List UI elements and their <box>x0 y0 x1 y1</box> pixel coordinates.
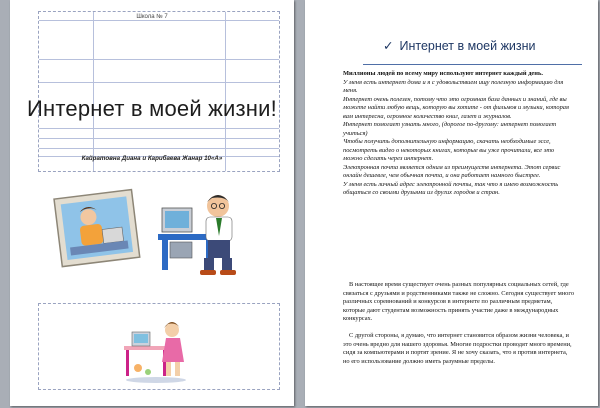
paragraph-health <box>343 332 575 366</box>
page-heading <box>383 38 536 53</box>
intro-lead: Миллионы людей по всему миру используют интернет каждый день. <box>343 70 543 77</box>
intro-line: Интернет очень полезен, потому что это огромная база данных и знаний, где вы можете найти любую вещь, которую вы хотите - от фильмов и музыки, которая вам интересна, огромное количество книг, газет и журналов. <box>343 95 569 120</box>
intro-line: Электронная почта является одним из преимуществ интернета. Этот сервис онлайн дешевле, чем обычная почта, и она работает намного быстрее. <box>343 163 561 179</box>
cover-title: Интернет в моей жизни! <box>27 96 277 121</box>
heading-underline <box>363 64 582 65</box>
school-label: Школа № 7 <box>136 14 168 20</box>
man-at-computer-clipart <box>156 184 246 276</box>
framed-photo-clipart <box>50 186 146 272</box>
intro-line: У меня есть интернет дома и я с удовольствием ищу полезную информацию для меня. <box>343 78 564 94</box>
left-page <box>10 0 294 406</box>
girl-at-desk-clipart <box>118 306 194 384</box>
check-icon: ✓ <box>383 39 394 53</box>
intro-line: Чтобы получить дополнительную информацию, скачать необходимые эссе, посмотреть видео о некоторых книгах, которые вы уже прочитали, все это можно сделать через интернет. <box>343 138 555 162</box>
intro-line: У меня есть личный адрес электронной почты, так что я имею возможность общаться со своими друзьями из других городов и стран. <box>343 180 559 196</box>
cover-title-box <box>38 11 280 172</box>
paragraph-text: В настоящее время существует очень разных популярных социальных сетей, где связаться с друзьями и родственниками также не сложно. Сегодня существует много различных соревнований и конкурсов в интернете по различным предметам, которые дают студентам возможность принять участие даже в международных конкурсах. <box>343 281 575 322</box>
cover-authors: Кайратовна Диана и Карибаева Жанар 10«А» <box>81 155 223 162</box>
intro-line: Интернет помогает узнать много, (дорогое по-другому: интернет помогает учиться) <box>343 121 557 137</box>
paragraph-social <box>343 281 575 324</box>
right-page <box>305 0 598 406</box>
intro-block <box>343 70 575 198</box>
page-heading-text: Интернет в моей жизни <box>399 39 536 53</box>
paragraph-text: С другой стороны, я думаю, что интернет становится образом жизни человека, и это очень вредно для нашего здоровья. Многие подростки проводят много времени, сидя за компьютерами и портят зрение. Я не хочу сказать, что я против интернета, но его использование должно иметь разумные пределы. <box>343 332 572 365</box>
